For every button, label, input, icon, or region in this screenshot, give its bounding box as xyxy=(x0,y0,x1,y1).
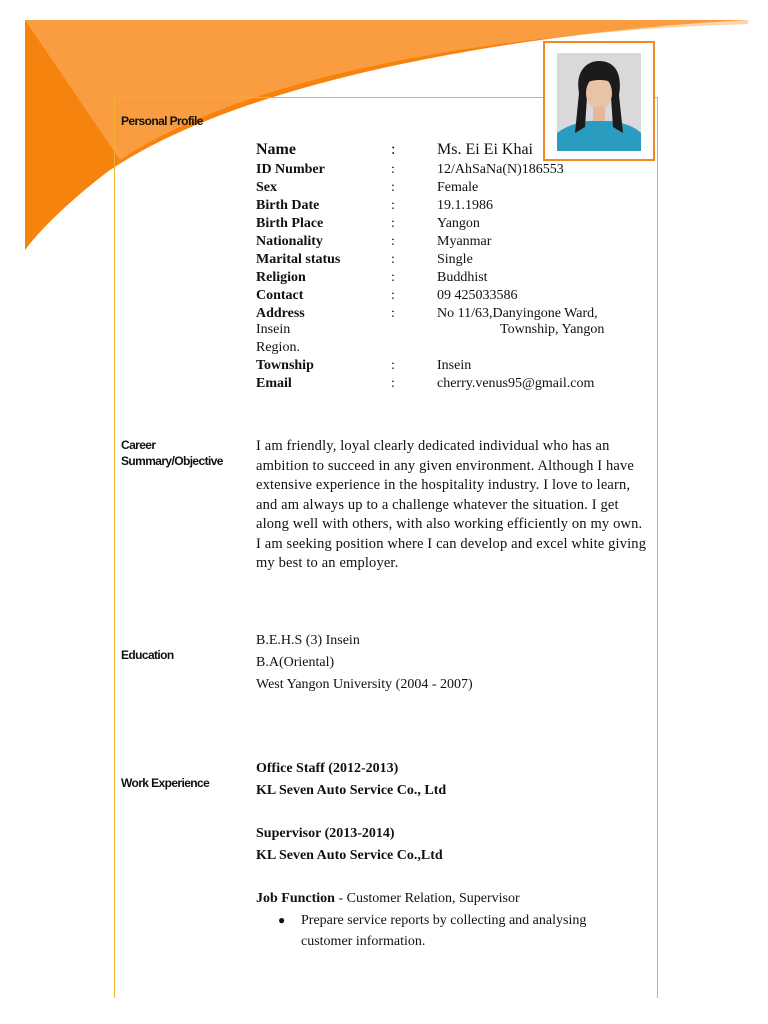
field-label: Sex xyxy=(256,180,277,195)
profile-field-row xyxy=(256,233,656,251)
job-1-company: KL Seven Auto Service Co., Ltd xyxy=(256,783,447,798)
section-education: Education xyxy=(121,648,174,662)
field-value: Myanmar xyxy=(437,234,492,249)
field-value: Buddhist xyxy=(437,270,488,285)
field-label: Birth Place xyxy=(256,216,324,231)
township-label: Township xyxy=(256,358,314,373)
section-career-summary: Career Summary/Objective xyxy=(121,438,223,468)
job-function-value: - Customer Relation, Supervisor xyxy=(334,891,520,906)
field-value: Yangon xyxy=(437,216,480,231)
field-value: 12/AhSaNa(N)186553 xyxy=(437,162,564,177)
field-label: Birth Date xyxy=(256,198,320,213)
colon: : xyxy=(391,270,395,285)
colon: : xyxy=(391,376,395,391)
name-value: Ms. Ei Ei Khai xyxy=(437,141,533,158)
profile-field-row xyxy=(256,179,656,197)
colon: : xyxy=(391,358,395,373)
address-line-3: Region. xyxy=(256,340,300,355)
profile-field-row xyxy=(256,197,656,215)
job-function xyxy=(256,890,520,908)
education-item: B.A(Oriental) xyxy=(256,655,335,670)
field-value: 19.1.1986 xyxy=(437,198,493,213)
education-item: B.E.H.S (3) Insein xyxy=(256,633,360,648)
field-value: Single xyxy=(437,252,473,267)
profile-field-row xyxy=(256,215,656,233)
job-function-label: Job Function xyxy=(256,891,335,906)
colon: : xyxy=(391,180,395,195)
address-line-2a: Insein xyxy=(256,322,291,337)
job-1-title: Office Staff (2012-2013) xyxy=(256,761,399,776)
bullet-icon: ● xyxy=(278,913,286,927)
township-row xyxy=(256,357,656,375)
name-row xyxy=(256,141,656,159)
profile-field-row xyxy=(256,161,656,179)
profile-field-row xyxy=(256,251,656,269)
education-item: West Yangon University (2004 - 2007) xyxy=(256,677,473,692)
field-value: 09 425033586 xyxy=(437,288,518,303)
email-label: Email xyxy=(256,376,292,391)
profile-field-row xyxy=(256,287,656,305)
colon: : xyxy=(391,306,395,321)
section-personal-profile: Personal Profile xyxy=(121,114,203,128)
field-label: Nationality xyxy=(256,234,323,249)
profile-photo xyxy=(557,53,641,151)
job-2-company: KL Seven Auto Service Co.,Ltd xyxy=(256,848,443,863)
name-label: Name xyxy=(256,141,296,158)
colon: : xyxy=(391,162,395,177)
career-summary-text: I am friendly, loyal clearly dedicated individual who has an ambition to succeed in any given environment. Although I have extensive experience in the hospitality industry. I love to learn, and am always up to a challenge whatever the situation. I get along well with others, with also working efficiently on my own. I am seeking position where I can develop and excel white giving my best to an employer. xyxy=(256,438,647,571)
colon: : xyxy=(391,216,395,231)
address-line-2b: Township, Yangon xyxy=(500,322,605,337)
field-label: Address xyxy=(256,306,305,321)
profile-field-row xyxy=(256,269,656,287)
colon: : xyxy=(391,252,395,267)
email-value: cherry.venus95@gmail.com xyxy=(437,376,595,391)
colon: : xyxy=(391,141,396,158)
field-label: Marital status xyxy=(256,252,341,267)
colon: : xyxy=(391,288,395,303)
field-value: Female xyxy=(437,180,479,195)
field-label: ID Number xyxy=(256,162,325,177)
colon: : xyxy=(391,198,395,213)
field-value: No 11/63,Danyingone Ward, xyxy=(437,306,598,321)
field-label: Contact xyxy=(256,288,304,303)
bullet-line-2: customer information. xyxy=(301,934,426,949)
colon: : xyxy=(391,234,395,249)
bullet-line-1: Prepare service reports by collecting and analysing xyxy=(301,913,587,928)
field-label: Religion xyxy=(256,270,306,285)
job-2-title: Supervisor (2013-2014) xyxy=(256,826,395,841)
township-value: Insein xyxy=(437,358,472,373)
email-row xyxy=(256,375,656,393)
section-work-experience: Work Experience xyxy=(121,776,210,790)
